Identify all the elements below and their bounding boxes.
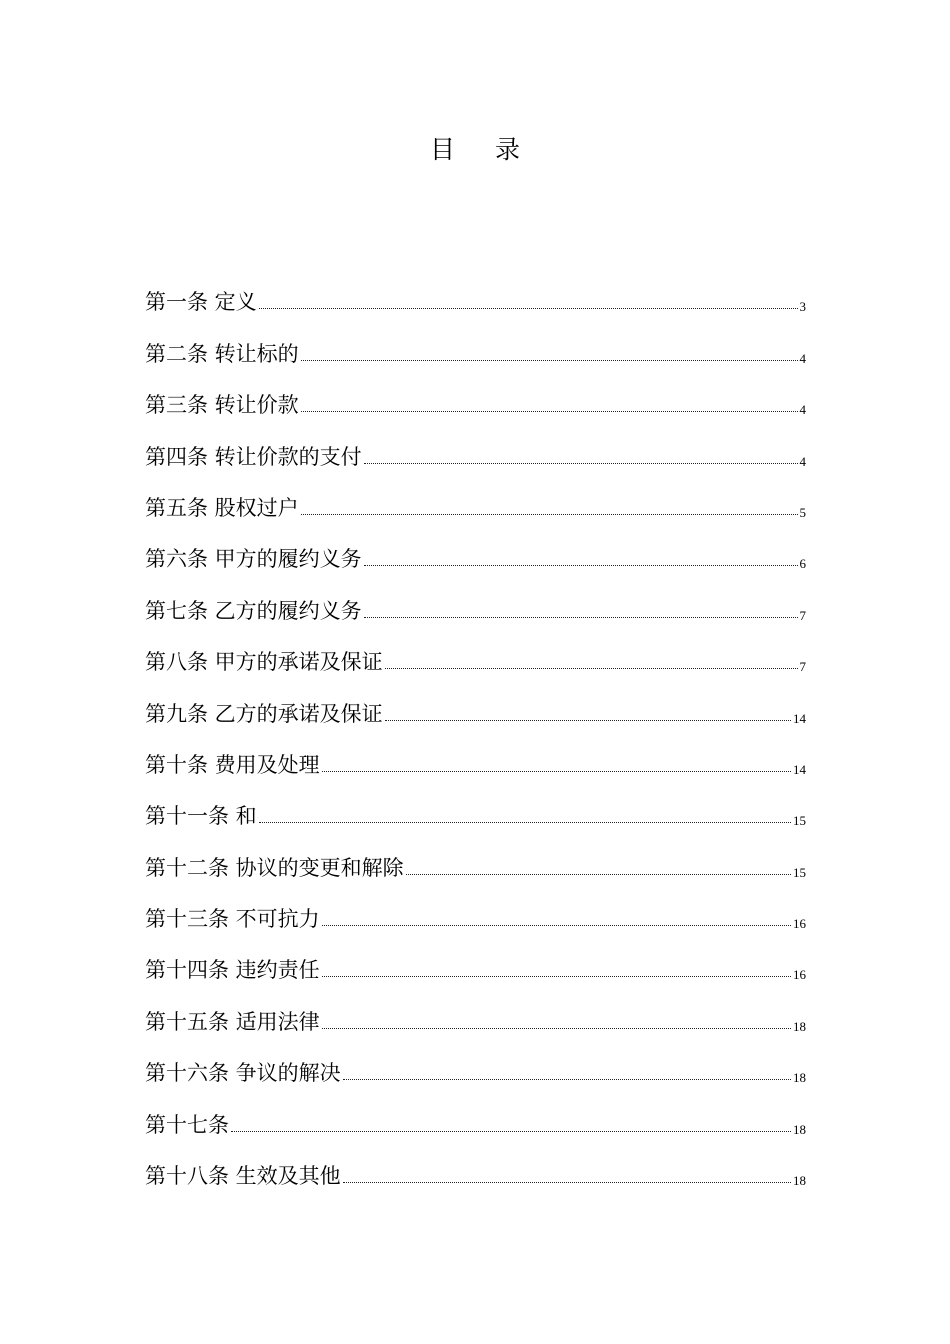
toc-dot-leader	[322, 925, 791, 926]
toc-dot-leader	[385, 668, 798, 669]
toc-dot-leader	[322, 771, 791, 772]
toc-entry[interactable]	[145, 374, 806, 425]
toc-entry[interactable]	[145, 322, 806, 373]
toc-entry-page-number[interactable]: 4	[799, 402, 806, 418]
toc-entry-page-number[interactable]: 5	[799, 504, 806, 520]
toc-entry-label[interactable]: 第十二条 协议的变更和解除	[145, 855, 404, 880]
toc-entry-label[interactable]: 第十四条 违约责任	[145, 958, 320, 983]
toc-dot-leader	[364, 617, 798, 618]
toc-dot-leader	[322, 1028, 791, 1029]
toc-entry[interactable]	[145, 477, 806, 528]
toc-entry-label[interactable]: 第十七条	[145, 1112, 229, 1137]
toc-entry-label[interactable]: 第五条 股权过户	[145, 495, 299, 520]
toc-dot-leader	[343, 1079, 791, 1080]
toc-entry[interactable]	[145, 1093, 806, 1144]
toc-dot-leader	[301, 514, 798, 515]
toc-dot-leader	[231, 1131, 791, 1132]
toc-entry[interactable]	[145, 1042, 806, 1093]
toc-entry-page-number[interactable]: 18	[793, 1173, 806, 1189]
toc-entry-label[interactable]: 第十八条 生效及其他	[145, 1164, 341, 1189]
toc-entry[interactable]	[145, 734, 806, 785]
toc-entry-page-number[interactable]: 6	[799, 556, 806, 572]
toc-entry-label[interactable]: 第十六条 争议的解决	[145, 1061, 341, 1086]
toc-dot-leader	[301, 360, 798, 361]
toc-entry[interactable]	[145, 990, 806, 1041]
toc-entry-label[interactable]: 第三条 转让价款	[145, 393, 299, 418]
toc-dot-leader	[259, 822, 791, 823]
toc-entry[interactable]	[145, 1145, 806, 1196]
toc-entry-label[interactable]: 第十一条 和	[145, 804, 257, 829]
toc-entry[interactable]	[145, 631, 806, 682]
toc-dot-leader	[301, 411, 798, 412]
toc-entry-page-number[interactable]: 14	[793, 761, 806, 777]
toc-entry-page-number[interactable]: 4	[799, 453, 806, 469]
toc-entry[interactable]	[145, 579, 806, 630]
toc-dot-leader	[322, 976, 791, 977]
toc-entry[interactable]	[145, 682, 806, 733]
toc-entry[interactable]	[145, 425, 806, 476]
toc-entry-page-number[interactable]: 7	[799, 607, 806, 623]
toc-dot-leader	[364, 463, 798, 464]
toc-dot-leader	[343, 1182, 791, 1183]
toc-title-char-2: 录	[495, 135, 521, 164]
toc-entry-label[interactable]: 第四条 转让价款的支付	[145, 444, 362, 469]
toc-entry-page-number[interactable]: 7	[799, 659, 806, 675]
toc-entry[interactable]	[145, 888, 806, 939]
toc-entry-label[interactable]: 第十三条 不可抗力	[145, 907, 320, 932]
toc-dot-leader	[364, 565, 798, 566]
toc-entry-label[interactable]: 第八条 甲方的承诺及保证	[145, 650, 383, 675]
toc-entry[interactable]	[145, 528, 806, 579]
toc-dot-leader	[406, 874, 791, 875]
toc-title	[0, 130, 950, 166]
toc-entry-page-number[interactable]: 18	[793, 1070, 806, 1086]
toc-dot-leader	[259, 308, 798, 309]
toc-entry-label[interactable]: 第二条 转让标的	[145, 341, 299, 366]
toc-entry-label[interactable]: 第七条 乙方的履约义务	[145, 598, 362, 623]
toc-entry[interactable]	[145, 836, 806, 887]
toc-entry-label[interactable]: 第六条 甲方的履约义务	[145, 547, 362, 572]
toc-entry-page-number[interactable]: 16	[793, 967, 806, 983]
toc-entry-page-number[interactable]: 18	[793, 1121, 806, 1137]
toc-entry-label[interactable]: 第十条 费用及处理	[145, 752, 320, 777]
toc-title-char-1: 目	[429, 135, 455, 164]
toc-entry-page-number[interactable]: 15	[793, 864, 806, 880]
toc-list	[145, 271, 806, 1196]
toc-entry[interactable]	[145, 939, 806, 990]
toc-entry-page-number[interactable]: 4	[799, 350, 806, 366]
toc-entry-label[interactable]: 第一条 定义	[145, 290, 257, 315]
toc-entry[interactable]	[145, 785, 806, 836]
toc-entry-page-number[interactable]: 15	[793, 813, 806, 829]
toc-dot-leader	[385, 720, 791, 721]
toc-entry-page-number[interactable]: 14	[793, 710, 806, 726]
toc-entry-label[interactable]: 第九条 乙方的承诺及保证	[145, 701, 383, 726]
toc-entry-page-number[interactable]: 3	[799, 299, 806, 315]
toc-entry-label[interactable]: 第十五条 适用法律	[145, 1009, 320, 1034]
toc-entry-page-number[interactable]: 16	[793, 916, 806, 932]
toc-entry[interactable]	[145, 271, 806, 322]
toc-entry-page-number[interactable]: 18	[793, 1018, 806, 1034]
